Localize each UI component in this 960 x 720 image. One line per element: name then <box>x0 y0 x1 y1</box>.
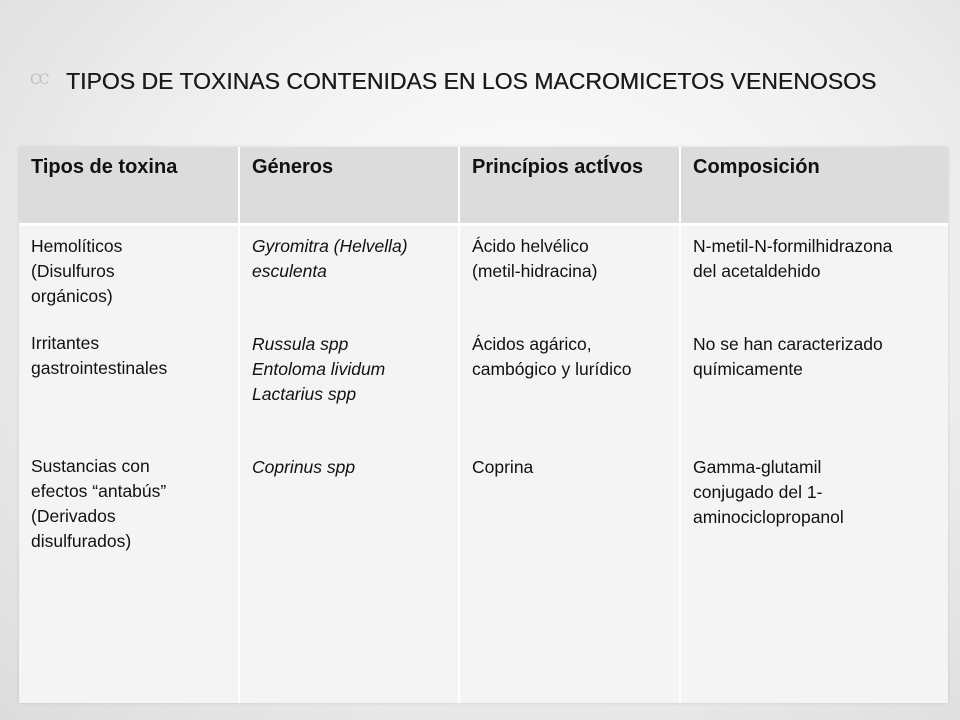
tipo-hemoliticos: Hemolíticos (Disulfuros orgánicos) <box>31 236 123 306</box>
header-composicion: Composición <box>680 147 948 225</box>
genero-gyromitra: Gyromitra (Helvella) esculenta <box>252 236 408 281</box>
tipo-antabus: Sustancias con efectos “antabús” (Derivados disulfurados) <box>31 456 167 551</box>
composicion-no-caracterizado: No se han caracterizado químicamente <box>693 334 883 379</box>
header-tipos: Tipos de toxina <box>19 147 239 225</box>
cell-composicion <box>680 225 948 704</box>
tipo-irritantes: Irritantes gastrointestinales <box>31 333 168 378</box>
principio-coprina: Coprina <box>472 457 534 477</box>
composicion-hidrazona: N-metil-N-formilhidrazona del acetaldehido <box>693 236 893 281</box>
genero-coprinus: Coprinus spp <box>252 457 356 477</box>
slide-title: TIPOS DE TOXINAS CONTENIDAS EN LOS MACROMICETOS VENENOSOS <box>66 68 877 94</box>
toxin-table <box>19 147 948 703</box>
principio-agarico: Ácidos agárico, cambógico y lurídico <box>472 334 632 379</box>
genero-russula: Russula spp Entoloma lividum Lactarius spp <box>252 334 386 404</box>
cell-principios <box>459 225 680 704</box>
header-generos: Géneros <box>239 147 459 225</box>
table-row <box>19 225 948 704</box>
header-principios: Princípios actÍvos <box>459 147 680 225</box>
cell-generos <box>239 225 459 704</box>
cell-tipos <box>19 225 239 704</box>
table-header-row <box>19 147 948 225</box>
slide-title-block <box>30 66 930 96</box>
composicion-gamma-glutamil: Gamma-glutamil conjugado del 1- aminociclopropanol <box>693 457 844 527</box>
principio-helvelico: Ácido helvélico (metil-hidracina) <box>472 236 598 281</box>
bullet-icon: ϹϹ <box>30 72 48 88</box>
